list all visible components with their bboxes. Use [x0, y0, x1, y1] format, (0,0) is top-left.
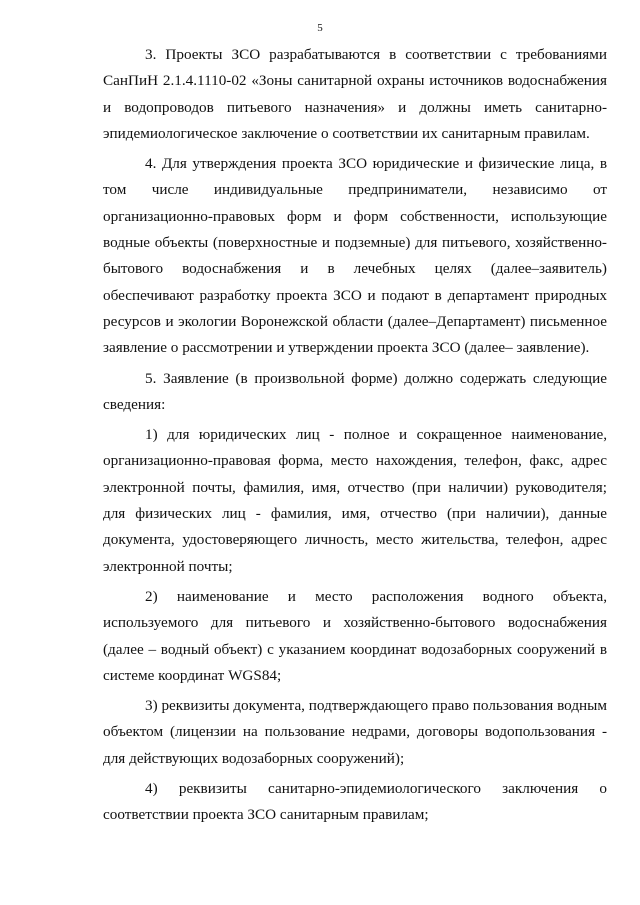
paragraph-item-4: 4. Для утверждения проекта ЗСО юридические и физические лица, в том числе индивидуальные предприниматели, независимо от организационно-правовых форм и форм собственности, использующие водные объекты (поверхностные и подземные) для питьевого, хозяйственно-бытового водоснабжения и в лечебных целях (далее–заявитель) обеспечивают разработку проекта ЗСО и подают в департамент природных ресурсов и экологии Воронежской области (далее–Департамент) письменное заявление о рассмотрении и утверждении проекта ЗСО (далее– заявление). — [103, 155, 607, 357]
paragraph-item-5: 5. Заявление (в произвольной форме) должно содержать следующие сведения: — [103, 369, 607, 413]
list-item-4: 4) реквизиты санитарно-эпидемиологического заключения о соответствии проекта ЗСО санитарным правилам; — [103, 780, 607, 824]
paragraph-item-3: 3. Проекты ЗСО разрабатываются в соответствии с требованиями СанПиН 2.1.4.1110-02 «Зоны санитарной охраны источников водоснабжения и водопроводов питьевого назначения» и должны иметь санитарно-эпидемиологическое заключение о соответствии их санитарным правилам. — [103, 46, 607, 142]
list-item-1: 1) для юридических лиц - полное и сокращенное наименование, организационно-правовая форма, место нахождения, телефон, факс, адрес электронной почты, фамилия, имя, отчество (при наличии) руководителя; для физических лиц - фамилия, имя, отчество (при наличии), данные документа, удостоверяющего личность, место жительства, телефон, адрес электронной почты; — [103, 426, 607, 575]
page-number: 5 — [317, 22, 323, 34]
list-item-3: 3) реквизиты документа, подтверждающего право пользования водным объектом (лицензии на пользование недрами, договоры водопользования - для действующих водозаборных сооружений); — [103, 697, 607, 767]
document-body — [103, 42, 607, 829]
list-item-2: 2) наименование и место расположения водного объекта, используемого для питьевого и хозяйственно-бытового водоснабжения (далее – водный объект) с указанием координат водозаборных сооружений в системе координат WGS84; — [103, 587, 607, 684]
